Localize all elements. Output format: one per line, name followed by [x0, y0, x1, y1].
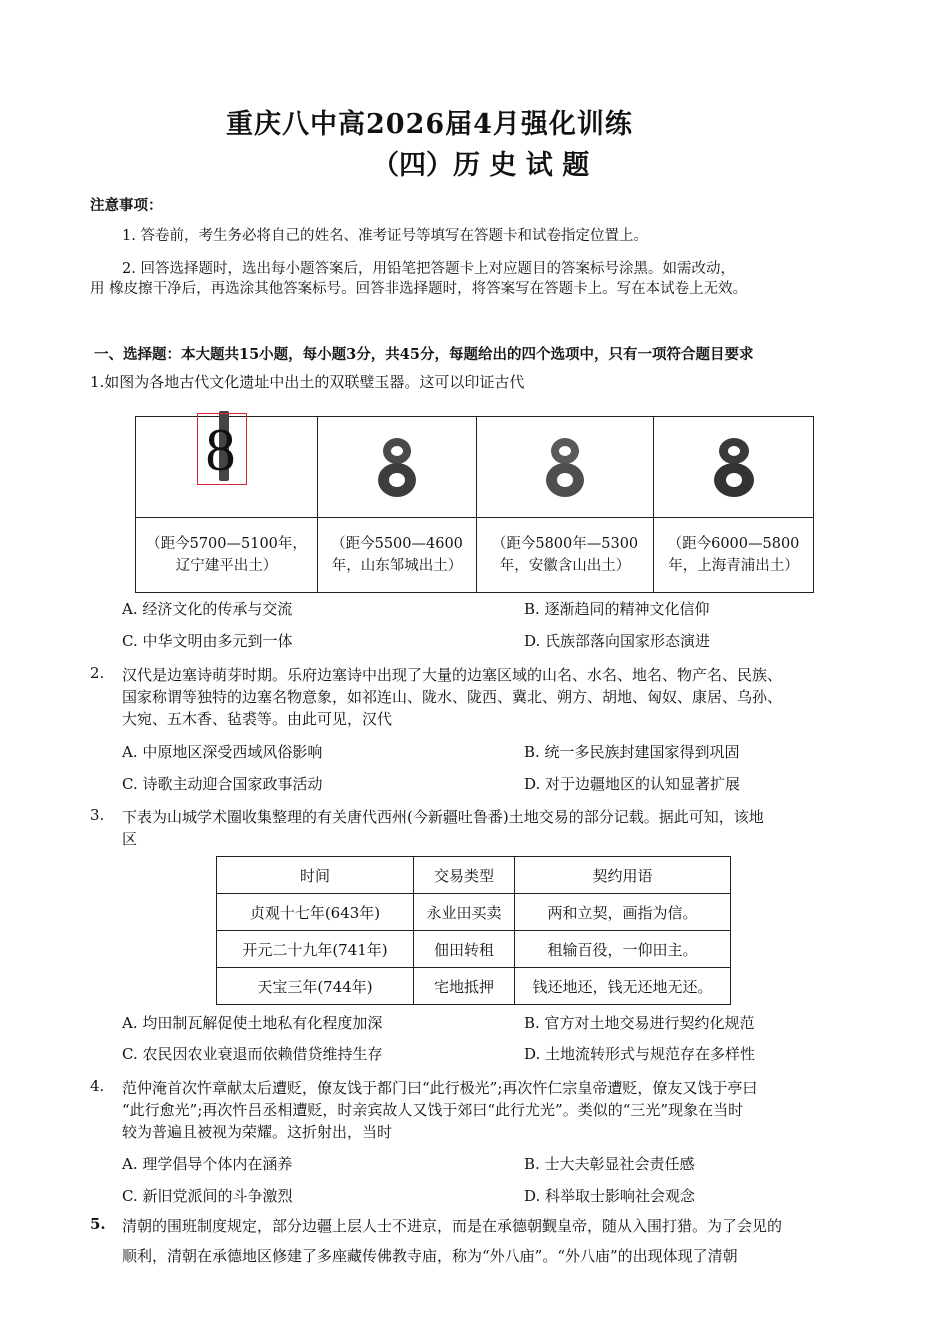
question-4-option-c[interactable]: C. 新旧党派间的斗争激烈 — [122, 1187, 293, 1205]
question-5-number: 5. — [90, 1215, 106, 1233]
section-heading: 一、选择题：本大题共15小题，每小题3分，共45分，每题给出的四个选项中，只有一项符合题目要求 — [94, 346, 754, 363]
question-1-option-b[interactable]: B. 逐渐趋同的精神文化信仰 — [524, 600, 710, 618]
artifact-cell-2 — [318, 417, 477, 518]
question-3-option-d[interactable]: D. 土地流转形式与规范存在多样性 — [524, 1045, 756, 1063]
table-header-cell: 契约用语 — [515, 857, 731, 894]
table-cell: 钱还地还，钱无还地无还。 — [515, 968, 731, 1005]
placeholder-glyph: 8 — [205, 417, 236, 483]
question-2-option-d[interactable]: D. 对于边疆地区的认知显著扩展 — [524, 775, 741, 793]
question-2-stem-line-2: 国家称谓等独特的边塞名物意象，如祁连山、陇水、陇西、冀北、朔方、胡地、匈奴、康居、乌孙、 — [122, 688, 783, 706]
question-3-stem-line-1: 下表为山城学术圈收集整理的有关唐代西州(今新疆吐鲁番)土地交易的部分记载。据此可知，该地 — [122, 808, 764, 826]
table-cell: 租输百役，一仰田主。 — [515, 931, 731, 968]
question-3-option-a[interactable]: A. 均田制瓦解促使土地私有化程度加深 — [122, 1014, 383, 1032]
artifact-cell-4 — [654, 417, 814, 518]
question-5-stem-line-1: 清朝的围班制度规定，部分边疆上层人士不进京，而是在承德朝觐皇帝，随从入围打猎。为了会见的 — [122, 1217, 783, 1235]
double-ring-jade-icon — [709, 432, 759, 502]
table-header-cell: 交易类型 — [414, 857, 515, 894]
table-cell: 贞观十七年(643年) — [217, 894, 414, 931]
question-4-stem-line-1: 范仲淹首次忤章献太后遭贬，僚友饯于都门曰“此行极光”;再次忤仁宗皇帝遭贬，僚友又饯于亭曰 — [122, 1079, 758, 1097]
notice-heading: 注意事项： — [90, 197, 163, 214]
land-transaction-table — [216, 856, 731, 1005]
table-row — [217, 968, 731, 1005]
double-ring-jade-icon — [540, 432, 590, 502]
table-row — [217, 931, 731, 968]
table-cell: 宅地抵押 — [414, 968, 515, 1005]
question-4-number: 4. — [90, 1077, 105, 1095]
question-2-stem-line-1: 汉代是边塞诗萌芽时期。乐府边塞诗中出现了大量的边塞区域的山名、水名、地名、物产名、民族、 — [122, 666, 783, 684]
notice-item-2-line-2: 用 橡皮擦干净后，再选涂其他答案标号。回答非选择题时，将答案写在答题卡上。写在本试卷上无效。 — [90, 281, 748, 297]
question-4-stem-line-2: “此行愈光”;再次忤吕丞相遭贬，时亲宾故人又饯于郊曰“此行尤光”。类似的“三光”现象在当时 — [122, 1101, 744, 1119]
question-1-stem: 1.如图为各地古代文化遗址中出土的双联璧玉器。这可以印证古代 — [90, 373, 525, 391]
notice-item-2-line-1: 2. 回答选择题时，选出每小题答案后，用铅笔把答题卡上对应题目的答案标号涂黑。如需改动， — [122, 261, 735, 277]
question-2-stem-line-3: 大宛、五木香、毡裘等。由此可见，汉代 — [122, 710, 393, 728]
table-cell: 天宝三年(744年) — [217, 968, 414, 1005]
double-ring-jade-icon — [372, 432, 422, 502]
question-3-number: 3. — [90, 806, 105, 824]
question-1-option-c[interactable]: C. 中华文明由多元到一体 — [122, 632, 293, 650]
question-1-artifact-table — [135, 416, 814, 593]
question-4-option-b[interactable]: B. 士大夫彰显社会责任感 — [524, 1155, 695, 1173]
question-2-option-b[interactable]: B. 统一多民族封建国家得到巩固 — [524, 743, 740, 761]
table-cell: 两和立契，画指为信。 — [515, 894, 731, 931]
question-3-option-c[interactable]: C. 农民因农业衰退而依赖借贷维持生存 — [122, 1045, 383, 1063]
table-cell: 佃田转租 — [414, 931, 515, 968]
question-4-option-d[interactable]: D. 科举取士影响社会观念 — [524, 1187, 696, 1205]
artifact-caption-4: （距今6000—5800年，上海青浦出土） — [654, 518, 814, 593]
artifact-caption-1: （距今5700—5100年，辽宁建平出土） — [136, 518, 318, 593]
question-2-option-a[interactable]: A. 中原地区深受西域风俗影响 — [122, 743, 323, 761]
question-4-option-a[interactable]: A. 理学倡导个体内在涵养 — [122, 1155, 293, 1173]
table-cell: 开元二十九年(741年) — [217, 931, 414, 968]
notice-item-1: 1. 答卷前，考生务必将自己的姓名、准考证号等填写在答题卡和试卷指定位置上。 — [122, 228, 648, 244]
question-3-option-b[interactable]: B. 官方对土地交易进行契约化规范 — [524, 1014, 755, 1032]
question-5-stem-line-2: 顺利，清朝在承德地区修建了多座藏传佛教寺庙，称为“外八庙”。“外八庙”的出现体现了清朝 — [122, 1247, 738, 1265]
page-subtitle: （四）历 史 试 题 — [372, 150, 590, 181]
table-header-row — [217, 857, 731, 894]
table-header-cell: 时间 — [217, 857, 414, 894]
artifact-cell-3 — [477, 417, 654, 518]
question-3-stem-line-2: 区 — [122, 830, 138, 848]
question-1-option-a[interactable]: A. 经济文化的传承与交流 — [122, 600, 293, 618]
question-4-stem-line-3: 较为普遍且被视为荣耀。这折射出，当时 — [122, 1123, 393, 1141]
page-title: 重庆八中高2026届4月强化训练 — [226, 109, 633, 140]
question-1-option-d[interactable]: D. 氏族部落向国家形态演进 — [524, 632, 711, 650]
table-cell: 永业田买卖 — [414, 894, 515, 931]
artifact-caption-2: （距今5500—4600年，山东邹城出土） — [318, 518, 477, 593]
table-row — [217, 894, 731, 931]
question-2-number: 2. — [90, 664, 105, 682]
artifact-caption-3: （距今5800年—5300 年，安徽含山出土） — [477, 518, 654, 593]
question-2-option-c[interactable]: C. 诗歌主动迎合国家政事活动 — [122, 775, 323, 793]
artifact-cell-1 — [136, 417, 318, 518]
